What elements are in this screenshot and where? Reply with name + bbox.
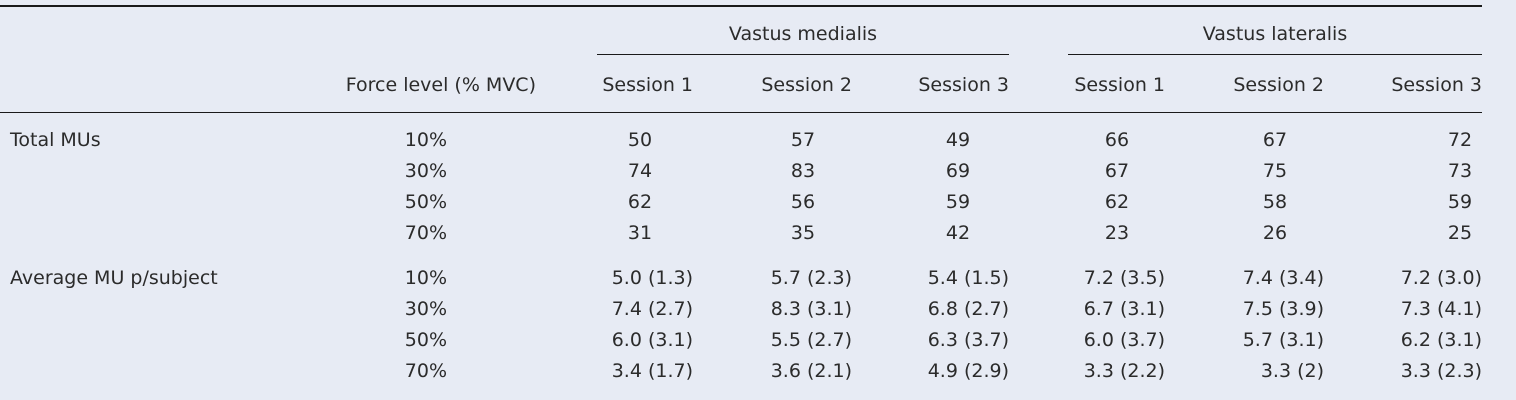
table-cell: 7.5 (3.9) [1242, 298, 1324, 320]
table-cell: 69 [945, 160, 971, 182]
table-cell: 25 [1447, 222, 1473, 244]
table-cell: 5.7 (3.1) [1242, 329, 1324, 351]
group-header-vastus-medialis: Vastus medialis [728, 23, 878, 45]
column-header-vm-session-3: Session 3 [918, 74, 1009, 96]
table-cell: 3.4 (1.7) [611, 360, 693, 382]
column-header-force-level: Force level (% MVC) [345, 74, 536, 96]
table-cell: 3.3 (2.2) [1083, 360, 1165, 382]
table-cell: 56 [790, 191, 816, 213]
group-header-vastus-lateralis: Vastus lateralis [1202, 23, 1348, 45]
table-cell: 73 [1447, 160, 1473, 182]
table-cell: 59 [1447, 191, 1473, 213]
table-cell: 72 [1447, 129, 1473, 151]
header-rule [0, 112, 1482, 113]
table-cell: 7.2 (3.5) [1083, 267, 1165, 289]
table-cell: 7.2 (3.0) [1400, 267, 1482, 289]
section-label: Average MU p/subject [10, 267, 218, 289]
section-label: Total MUs [10, 129, 101, 151]
table-cell: 35 [790, 222, 816, 244]
table-cell: 8.3 (3.1) [770, 298, 852, 320]
column-header-vl-session-1: Session 1 [1074, 74, 1165, 96]
column-header-vl-session-2: Session 2 [1233, 74, 1324, 96]
force-level-cell: 30% [404, 160, 447, 182]
table-cell: 6.2 (3.1) [1400, 329, 1482, 351]
force-level-cell: 50% [404, 329, 447, 351]
table-cell: 67 [1104, 160, 1130, 182]
force-level-cell: 70% [404, 222, 447, 244]
column-header-vl-session-3: Session 3 [1391, 74, 1482, 96]
force-level-cell: 50% [404, 191, 447, 213]
table-cell: 3.3 (2) [1260, 360, 1324, 382]
table-cell: 5.0 (1.3) [611, 267, 693, 289]
table-cell: 6.0 (3.7) [1083, 329, 1165, 351]
table-cell: 6.8 (2.7) [927, 298, 1009, 320]
force-level-cell: 30% [404, 298, 447, 320]
table-cell: 58 [1262, 191, 1288, 213]
table-cell: 66 [1104, 129, 1130, 151]
table-cell: 3.3 (2.3) [1400, 360, 1482, 382]
table-cell: 67 [1262, 129, 1288, 151]
column-header-vm-session-1: Session 1 [602, 74, 693, 96]
column-header-vm-session-2: Session 2 [761, 74, 852, 96]
table-cell: 62 [627, 191, 653, 213]
table-cell: 50 [627, 129, 653, 151]
table-cell: 62 [1104, 191, 1130, 213]
table-cell: 4.9 (2.9) [927, 360, 1009, 382]
table-cell: 42 [945, 222, 971, 244]
table-cell: 3.6 (2.1) [770, 360, 852, 382]
table-cell: 6.0 (3.1) [611, 329, 693, 351]
table-cell: 5.4 (1.5) [927, 267, 1009, 289]
table-cell: 5.5 (2.7) [770, 329, 852, 351]
table-cell: 75 [1262, 160, 1288, 182]
table-cell: 7.3 (4.1) [1400, 298, 1482, 320]
force-level-cell: 70% [404, 360, 447, 382]
table-cell: 7.4 (2.7) [611, 298, 693, 320]
top-rule [0, 5, 1482, 7]
force-level-cell: 10% [404, 129, 447, 151]
group-rule-vastus-medialis [597, 54, 1009, 55]
table-cell: 57 [790, 129, 816, 151]
table-cell: 83 [790, 160, 816, 182]
table-cell: 26 [1262, 222, 1288, 244]
table-cell: 23 [1104, 222, 1130, 244]
table-cell: 74 [627, 160, 653, 182]
table-cell: 49 [945, 129, 971, 151]
force-level-cell: 10% [404, 267, 447, 289]
table-cell: 6.3 (3.7) [927, 329, 1009, 351]
table-cell: 59 [945, 191, 971, 213]
group-rule-vastus-lateralis [1068, 54, 1482, 55]
table-cell: 31 [627, 222, 653, 244]
table-cell: 6.7 (3.1) [1083, 298, 1165, 320]
table-cell: 5.7 (2.3) [770, 267, 852, 289]
table-cell: 7.4 (3.4) [1242, 267, 1324, 289]
